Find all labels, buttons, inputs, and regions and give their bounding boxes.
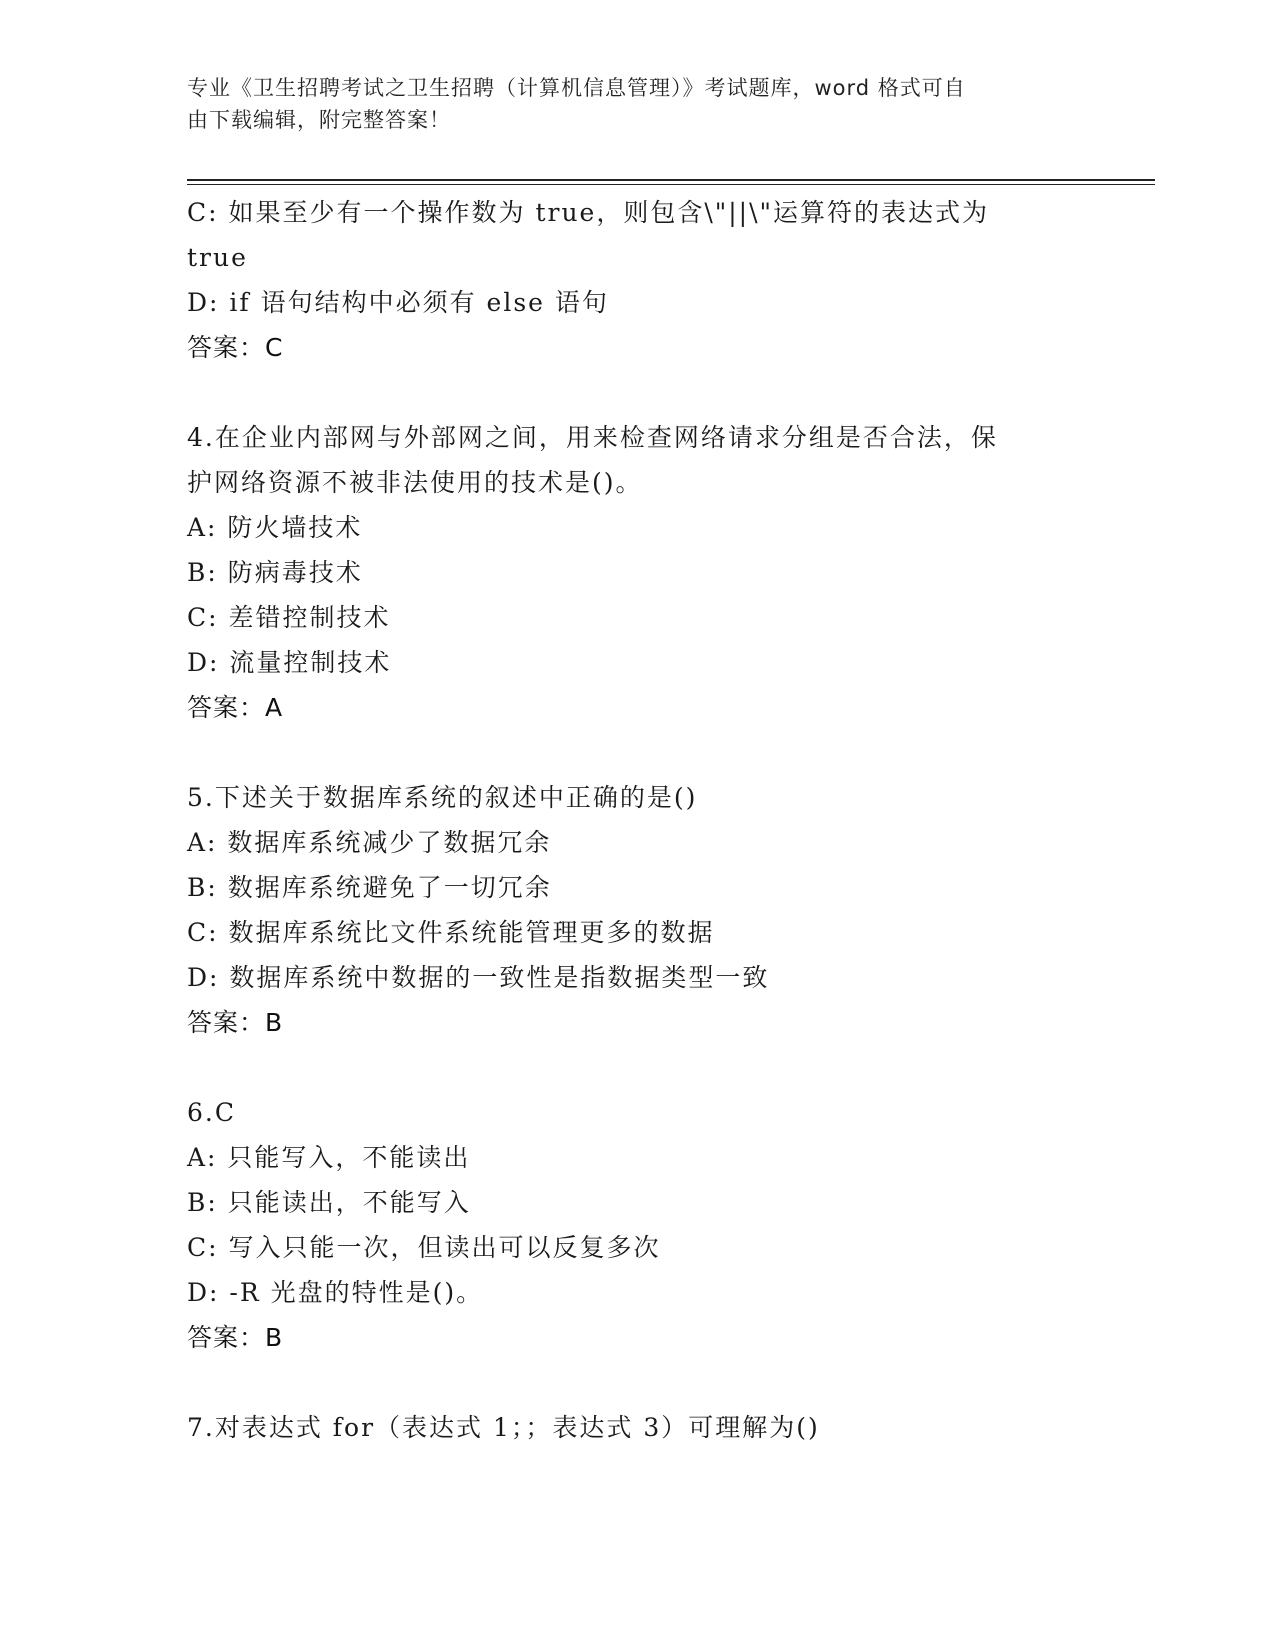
q6-option-b: B: 只能读出，不能写入 [187, 1188, 471, 1217]
q4-stem-line-1: 4.在企业内部网与外部网之间，用来检查网络请求分组是否合法，保 [187, 423, 998, 452]
q6-stem: 6.C [187, 1098, 236, 1127]
q6-option-c: C: 写入只能一次，但读出可以反复多次 [187, 1233, 661, 1262]
q4-option-a: A: 防火墙技术 [187, 513, 363, 542]
q4-option-c: C: 差错控制技术 [187, 603, 391, 632]
q4-option-d: D: 流量控制技术 [187, 648, 392, 677]
q5-answer: 答案：B [187, 1008, 284, 1037]
header-line-1: 专业《卫生招聘考试之卫生招聘（计算机信息管理）》考试题库，word 格式可自 [187, 76, 966, 100]
q6-answer: 答案：B [187, 1323, 284, 1352]
q6-option-a: A: 只能写入，不能读出 [187, 1143, 471, 1172]
q5-stem: 5.下述关于数据库系统的叙述中正确的是() [187, 783, 698, 812]
question-list [187, 190, 1087, 1450]
question-6 [187, 1090, 1087, 1360]
document-header [187, 72, 1087, 136]
header-divider-thin [187, 184, 1155, 185]
q4-answer: 答案：A [187, 693, 284, 722]
q5-option-c: C: 数据库系统比文件系统能管理更多的数据 [187, 918, 715, 947]
header-line-2: 由下载编辑，附完整答案！ [187, 108, 451, 132]
q4-option-b: B: 防病毒技术 [187, 558, 363, 587]
q3-option-c-line-2: true [187, 243, 248, 272]
q5-option-d: D: 数据库系统中数据的一致性是指数据类型一致 [187, 963, 770, 992]
question-3-tail [187, 190, 1087, 370]
header-divider-thick [187, 179, 1155, 181]
spacer [187, 730, 1087, 775]
q7-stem: 7.对表达式 for（表达式 1；；表达式 3）可理解为() [187, 1413, 820, 1442]
q6-option-d: D: -R 光盘的特性是()。 [187, 1278, 484, 1307]
spacer [187, 370, 1087, 415]
q4-stem-line-2: 护网络资源不被非法使用的技术是()。 [187, 468, 643, 497]
q5-option-a: A: 数据库系统减少了数据冗余 [187, 828, 552, 857]
q3-answer: 答案：C [187, 333, 284, 362]
q3-option-d: D: if 语句结构中必须有 else 语句 [187, 288, 609, 317]
spacer [187, 1045, 1087, 1090]
question-7 [187, 1405, 1087, 1450]
question-4 [187, 415, 1087, 730]
spacer [187, 1360, 1087, 1405]
q3-option-c-line-1: C: 如果至少有一个操作数为 true，则包含\"||\"运算符的表达式为 [187, 198, 990, 227]
question-5 [187, 775, 1087, 1045]
q5-option-b: B: 数据库系统避免了一切冗余 [187, 873, 552, 902]
